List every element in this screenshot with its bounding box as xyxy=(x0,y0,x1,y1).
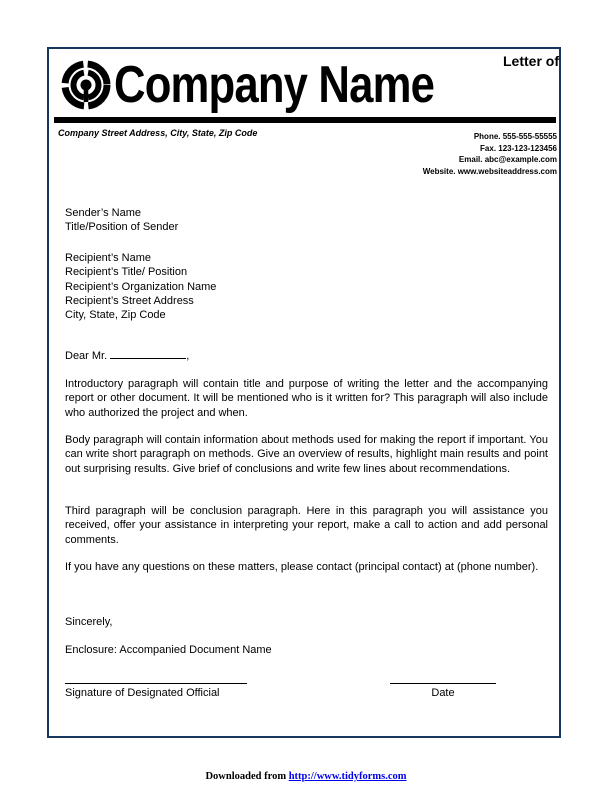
recipient-title: Recipient’s Title/ Position xyxy=(65,266,188,279)
footer-text xyxy=(0,771,612,782)
contact-fax: Fax. 123-123-123456 xyxy=(480,143,557,153)
recipient-name: Recipient’s Name xyxy=(65,252,152,264)
recipient-block xyxy=(65,251,548,322)
contact-block xyxy=(337,131,557,177)
contact-website: Website. www.websiteaddress.com xyxy=(422,166,557,176)
paragraph-contact: If you have any questions on these matters, please contact (principal contact) at (phone number). xyxy=(65,561,539,573)
recipient-city: City, State, Zip Code xyxy=(65,309,166,322)
paragraph-body: Body paragraph will contain information about methods used for making the report if important. You can write short paragraph on methods. Give an overview of results, highlight main results and point out surprising results. Give brief of conclusions and write few lines about recommendations. xyxy=(65,434,548,475)
header-divider xyxy=(54,117,556,123)
signature-line xyxy=(65,683,247,684)
sender-title: Title/Position of Sender xyxy=(65,221,179,234)
signature-label: Signature of Designated Official xyxy=(65,687,220,699)
sender-block xyxy=(65,206,548,235)
recipient-address: Recipient’s Street Address xyxy=(65,294,194,307)
closing: Sincerely, xyxy=(65,616,113,628)
date-line xyxy=(390,683,496,684)
salutation-blank xyxy=(110,348,186,359)
salutation xyxy=(65,348,548,363)
paragraph-introductory: Introductory paragraph will contain title and purpose of writing the letter and the accompanying report or other document. It will be mentioned who is it written for? This paragraph will also include who authorized the project and when. xyxy=(65,378,548,419)
footer-link[interactable]: http://www.tidyforms.com xyxy=(288,771,407,782)
footer-prefix: Downloaded from xyxy=(205,771,289,782)
company-name: Company Name xyxy=(114,56,435,114)
document-title: Letter of xyxy=(503,53,559,69)
company-logo-icon xyxy=(58,57,114,113)
salutation-suffix: , xyxy=(186,350,190,362)
contact-phone: Phone. 555-555-55555 xyxy=(473,132,557,141)
enclosure-line: Enclosure: Accompanied Document Name xyxy=(65,644,272,656)
company-address: Company Street Address, City, State, Zip Code xyxy=(58,128,258,138)
contact-email: Email. abc@example.com xyxy=(458,155,557,164)
date-label: Date xyxy=(431,687,455,699)
recipient-organization: Recipient’s Organization Name xyxy=(65,280,217,293)
salutation-prefix: Dear Mr. xyxy=(65,350,108,362)
paragraph-conclusion: Third paragraph will be conclusion paragraph. Here in this paragraph you will assistance you received, offer your assistance in interpreting your report, make a call to action and add personal comments. xyxy=(65,505,548,546)
sender-name: Sender’s Name xyxy=(65,207,142,219)
